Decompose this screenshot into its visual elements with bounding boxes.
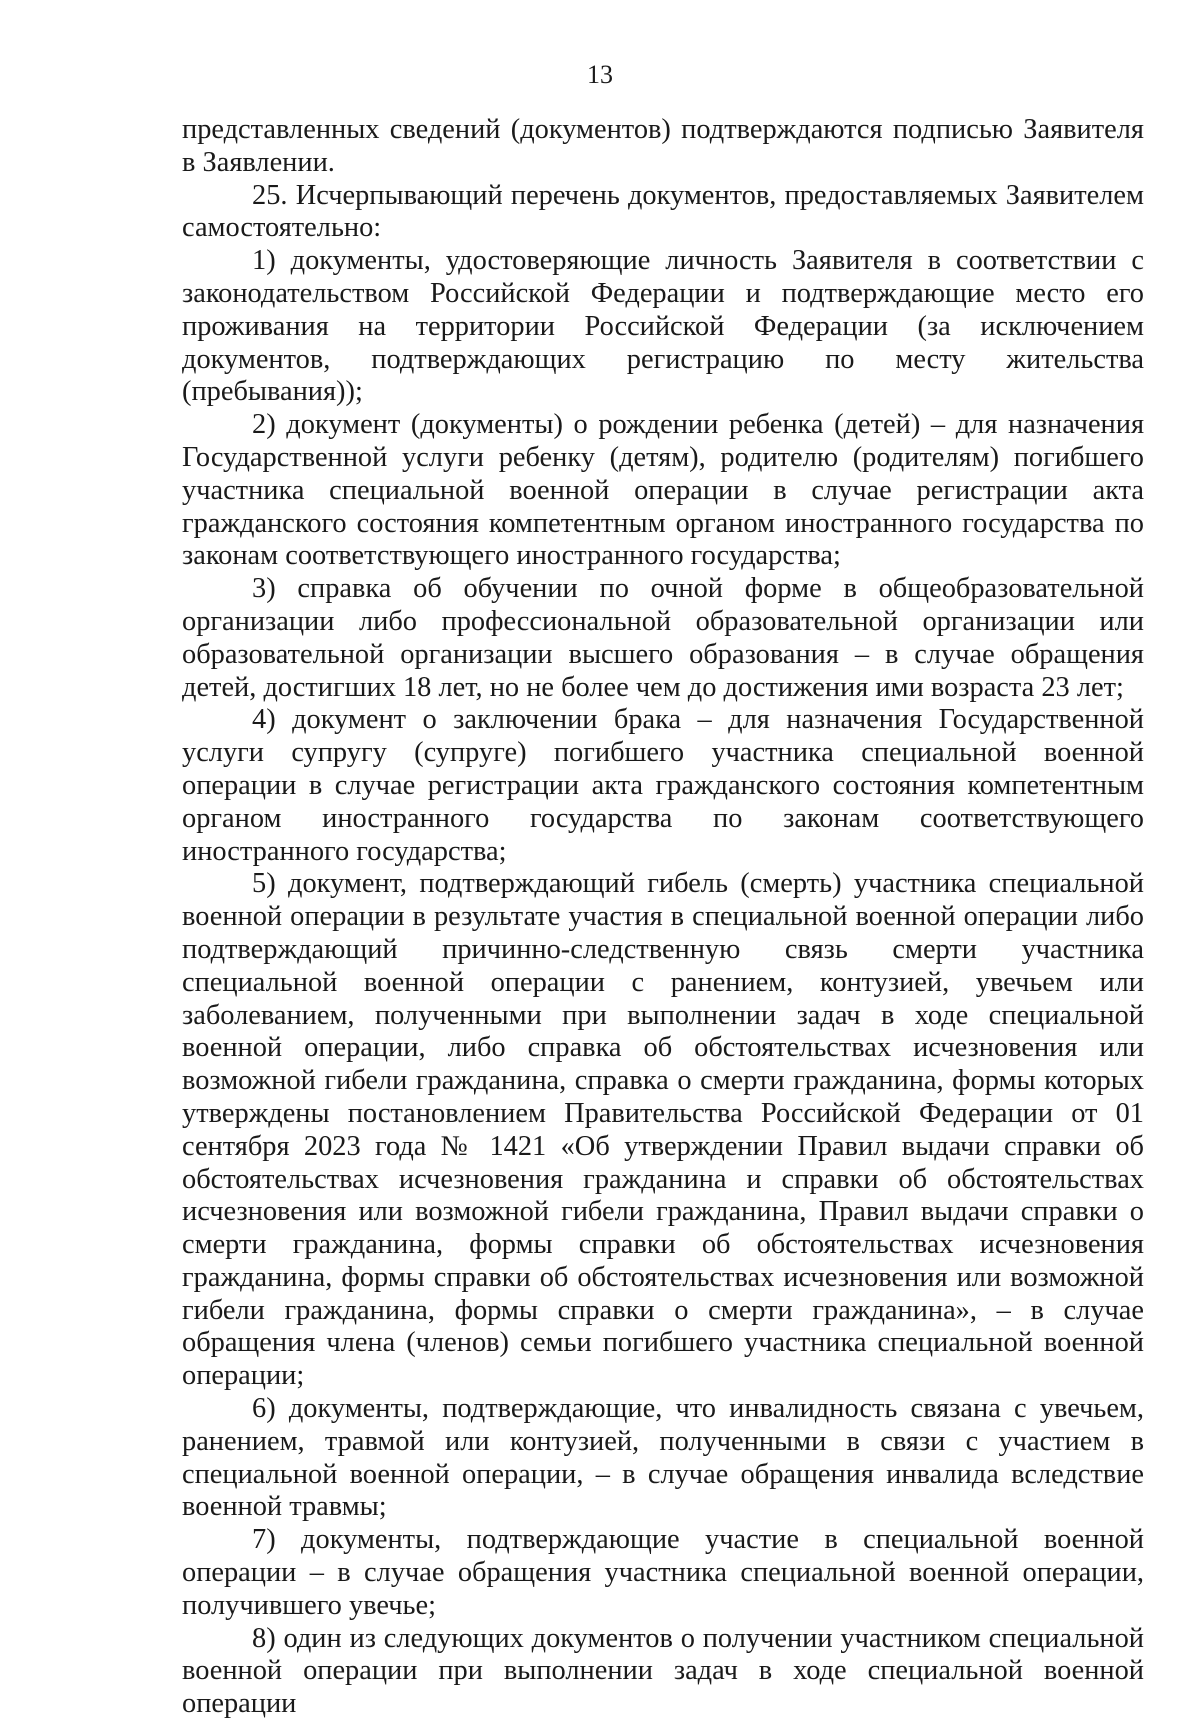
list-item-8: 8) один из следующих документов о получении участником специальной военной операции при выполнении задач в ходе специальной военной операции (182, 1622, 1144, 1720)
list-item-3: 3) справка об обучении по очной форме в общеобразовательной организации либо профессиональной образовательной организации или образовательной организации высшего образования – в случае обращения детей, достигших 18 лет, но не более чем до достижения ими возраста 23 лет; (182, 573, 1144, 703)
list-item-6: 6) документы, подтверждающие, что инвалидность связана с увечьем, ранением, травмой или контузией, полученными в связи с участием в специальной военной операции, – в случае обращения инвалида вследствие военной травмы; (182, 1393, 1144, 1523)
document-body (182, 114, 1144, 1721)
list-item-5: 5) документ, подтверждающий гибель (смерть) участника специальной военной операции в результате участия в специальной военной операции либо подтверждающий причинно-следственную связь смерти участника специальной военной операции с ранением, контузией, увечьем или заболеванием, полученными при выполнении задач в ходе специальной военной операции, либо справка об обстоятельствах исчезновения или возможной гибели гражданина, справка о смерти гражданина, формы которых утверждены постановлением Правительства Российской Федерации от 01 сентября 2023 года № 1421 «Об утверждении Правил выдачи справки об обстоятельствах исчезновения гражданина и справки об обстоятельствах исчезновения или возможной гибели гражданина, Правил выдачи справки о смерти гражданина, формы справки об обстоятельствах исчезновения гражданина, формы справки об обстоятельствах исчезновения или возможной гибели гражданина, формы справки о смерти гражданина», – в случае обращения члена (членов) семьи погибшего участника специальной военной операции; (182, 868, 1144, 1392)
list-item-7: 7) документы, подтверждающие участие в специальной военной операции – в случае обращения участника специальной военной операции, получившего увечье; (182, 1524, 1144, 1621)
paragraph-item-25: 25. Исчерпывающий перечень документов, предоставляемых Заявителем самостоятельно: (182, 179, 1144, 244)
page-number: 13 (587, 60, 613, 89)
paragraph-continuation: представленных сведений (документов) подтверждаются подписью Заявителя в Заявлении. (182, 114, 1144, 178)
list-item-4: 4) документ о заключении брака – для назначения Государственной услуги супругу (супруге) погибшего участника специальной военной операции в случае регистрации акта гражданского состояния компетентным органом иностранного государства по законам соответствующего иностранного государства; (182, 704, 1144, 867)
list-item-1: 1) документы, удостоверяющие личность Заявителя в соответствии с законодательством Российской Федерации и подтверждающие место его проживания на территории Российской Федерации (за исключением документов, подтверждающих регистрацию по месту жительства (пребывания)); (182, 245, 1144, 408)
list-item-2: 2) документ (документы) о рождении ребенка (детей) – для назначения Государственной услуги ребенку (детям), родителю (родителям) погибшего участника специальной военной операции в случае регистрации акта гражданского состояния компетентным органом иностранного государства по законам соответствующего иностранного государства; (182, 409, 1144, 572)
